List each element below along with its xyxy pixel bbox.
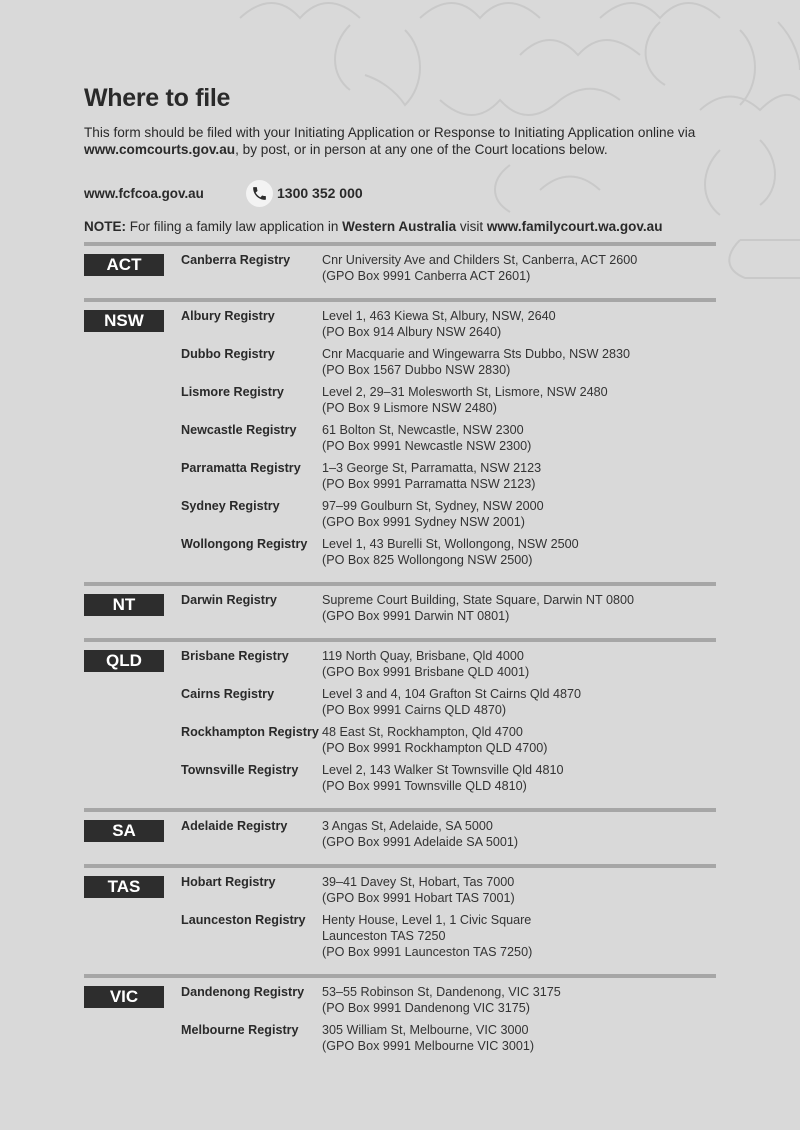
address-line: (PO Box 9991 Launceston TAS 7250) bbox=[322, 945, 533, 959]
phone-icon bbox=[246, 180, 273, 207]
registry-row bbox=[181, 308, 716, 340]
address-line: (PO Box 9991 Dandenong VIC 3175) bbox=[322, 1001, 530, 1015]
registry-row bbox=[181, 384, 716, 416]
intro-text-after: , by post, or in person at any one of the Court locations below. bbox=[235, 142, 608, 157]
registry-name: Melbourne Registry bbox=[181, 1023, 299, 1037]
address-line: Cnr University Ave and Childers St, Canberra, ACT 2600 bbox=[322, 253, 638, 267]
registry-address bbox=[322, 592, 634, 624]
region-section-qld bbox=[84, 638, 716, 808]
address-line: 39–41 Davey St, Hobart, Tas 7000 bbox=[322, 875, 515, 889]
registry-row bbox=[181, 686, 716, 718]
registry-address bbox=[322, 536, 579, 568]
address-line: 97–99 Goulburn St, Sydney, NSW 2000 bbox=[322, 499, 544, 513]
registry-row bbox=[181, 912, 716, 960]
registry-row bbox=[181, 498, 716, 530]
address-line: Henty House, Level 1, 1 Civic Square bbox=[322, 913, 532, 927]
address-line: 3 Angas St, Adelaide, SA 5000 bbox=[322, 819, 493, 833]
region-section-sa bbox=[84, 808, 716, 864]
registry-address bbox=[322, 498, 544, 530]
registry-row bbox=[181, 1022, 716, 1054]
registry-name: Albury Registry bbox=[181, 309, 275, 323]
registry-address bbox=[322, 346, 630, 378]
address-line: Level 3 and 4, 104 Grafton St Cairns Qld 4870 bbox=[322, 687, 582, 701]
address-line: 119 North Quay, Brisbane, Qld 4000 bbox=[322, 649, 524, 663]
registry-address bbox=[322, 252, 637, 284]
registry-address bbox=[322, 874, 515, 906]
registry-row bbox=[181, 874, 716, 906]
registry-name: Dubbo Registry bbox=[181, 347, 275, 361]
note-text-visit: visit bbox=[456, 219, 487, 234]
address-line: (PO Box 825 Wollongong NSW 2500) bbox=[322, 553, 533, 567]
registry-name: Canberra Registry bbox=[181, 253, 291, 267]
registry-row bbox=[181, 724, 716, 756]
region-section-vic bbox=[84, 974, 716, 1068]
registry-name: Darwin Registry bbox=[181, 593, 277, 607]
registry-address bbox=[322, 384, 608, 416]
registry-row bbox=[181, 984, 716, 1016]
registry-address bbox=[322, 686, 581, 718]
registry-row bbox=[181, 648, 716, 680]
registry-name: Rockhampton Registry bbox=[181, 725, 319, 739]
address-line: (PO Box 9 Lismore NSW 2480) bbox=[322, 401, 497, 415]
address-line: Level 2, 143 Walker St Townsville Qld 4810 bbox=[322, 763, 564, 777]
state-badge: TAS bbox=[84, 876, 164, 898]
registry-name: Cairns Registry bbox=[181, 687, 275, 701]
state-badge: SA bbox=[84, 820, 164, 842]
phone-number[interactable]: 1300 352 000 bbox=[277, 185, 363, 201]
address-line: (GPO Box 9991 Adelaide SA 5001) bbox=[322, 835, 519, 849]
contact-row bbox=[84, 180, 724, 208]
registry-address bbox=[322, 762, 564, 794]
registry-row bbox=[181, 346, 716, 378]
intro-text-before: This form should be filed with your Initiating Application or Response to Initiating Application online via bbox=[84, 125, 696, 140]
address-line: (PO Box 9991 Rockhampton QLD 4700) bbox=[322, 741, 548, 755]
region-section-nsw bbox=[84, 298, 716, 582]
registry-address bbox=[322, 460, 541, 492]
registry-row bbox=[181, 762, 716, 794]
registry-row bbox=[181, 536, 716, 568]
address-line: (PO Box 9991 Parramatta NSW 2123) bbox=[322, 477, 536, 491]
address-line: (PO Box 9991 Cairns QLD 4870) bbox=[322, 703, 507, 717]
note-text: For filing a family law application in bbox=[126, 219, 343, 234]
address-line: Supreme Court Building, State Square, Darwin NT 0800 bbox=[322, 593, 634, 607]
registry-name: Newcastle Registry bbox=[181, 423, 297, 437]
website-link[interactable]: www.fcfcoa.gov.au bbox=[84, 186, 204, 201]
address-line: Launceston TAS 7250 bbox=[322, 929, 446, 943]
state-badge: ACT bbox=[84, 254, 164, 276]
address-line: 1–3 George St, Parramatta, NSW 2123 bbox=[322, 461, 542, 475]
registry-address bbox=[322, 818, 518, 850]
registry-name: Launceston Registry bbox=[181, 913, 306, 927]
address-line: 48 East St, Rockhampton, Qld 4700 bbox=[322, 725, 523, 739]
address-line: (PO Box 9991 Newcastle NSW 2300) bbox=[322, 439, 532, 453]
region-section-act bbox=[84, 242, 716, 298]
address-line: 53–55 Robinson St, Dandenong, VIC 3175 bbox=[322, 985, 561, 999]
registry-name: Dandenong Registry bbox=[181, 985, 305, 999]
address-line: (GPO Box 9991 Darwin NT 0801) bbox=[322, 609, 510, 623]
registry-address bbox=[322, 422, 531, 454]
registry-address bbox=[322, 648, 529, 680]
registry-row bbox=[181, 592, 716, 624]
registry-row bbox=[181, 818, 716, 850]
registry-name: Adelaide Registry bbox=[181, 819, 288, 833]
registry-row bbox=[181, 252, 716, 284]
state-badge: NSW bbox=[84, 310, 164, 332]
registry-name: Townsville Registry bbox=[181, 763, 299, 777]
region-section-tas bbox=[84, 864, 716, 974]
address-line: (GPO Box 9991 Canberra ACT 2601) bbox=[322, 269, 531, 283]
address-line: Level 1, 463 Kiewa St, Albury, NSW, 2640 bbox=[322, 309, 556, 323]
address-line: 61 Bolton St, Newcastle, NSW 2300 bbox=[322, 423, 524, 437]
address-line: (GPO Box 9991 Sydney NSW 2001) bbox=[322, 515, 525, 529]
comcourts-link[interactable]: www.comcourts.gov.au bbox=[84, 142, 236, 157]
address-line: Cnr Macquarie and Wingewarra Sts Dubbo, NSW 2830 bbox=[322, 347, 630, 361]
registry-name: Parramatta Registry bbox=[181, 461, 301, 475]
registry-row bbox=[181, 460, 716, 492]
address-line: Level 2, 29–31 Molesworth St, Lismore, NSW 2480 bbox=[322, 385, 608, 399]
state-badge: QLD bbox=[84, 650, 164, 672]
address-line: (PO Box 1567 Dubbo NSW 2830) bbox=[322, 363, 511, 377]
registry-name: Wollongong Registry bbox=[181, 537, 308, 551]
registry-name: Sydney Registry bbox=[181, 499, 280, 513]
address-line: (GPO Box 9991 Brisbane QLD 4001) bbox=[322, 665, 530, 679]
registry-address bbox=[322, 912, 532, 960]
note-label: NOTE: bbox=[84, 219, 126, 234]
address-line: (GPO Box 9991 Hobart TAS 7001) bbox=[322, 891, 515, 905]
state-badge: NT bbox=[84, 594, 164, 616]
registry-address bbox=[322, 308, 556, 340]
wa-note bbox=[84, 219, 734, 234]
address-line: (GPO Box 9991 Melbourne VIC 3001) bbox=[322, 1039, 535, 1053]
registry-name: Brisbane Registry bbox=[181, 649, 289, 663]
intro-paragraph bbox=[84, 124, 724, 158]
registry-list bbox=[84, 242, 716, 1068]
familycourt-wa-link[interactable]: www.familycourt.wa.gov.au bbox=[486, 219, 663, 234]
registry-name: Lismore Registry bbox=[181, 385, 284, 399]
registry-address bbox=[322, 724, 547, 756]
registry-name: Hobart Registry bbox=[181, 875, 276, 889]
address-line: Level 1, 43 Burelli St, Wollongong, NSW 2500 bbox=[322, 537, 579, 551]
registry-row bbox=[181, 422, 716, 454]
state-badge: VIC bbox=[84, 986, 164, 1008]
address-line: (PO Box 914 Albury NSW 2640) bbox=[322, 325, 502, 339]
registry-address bbox=[322, 1022, 534, 1054]
address-line: 305 William St, Melbourne, VIC 3000 bbox=[322, 1023, 529, 1037]
page-title: Where to file bbox=[84, 84, 231, 112]
region-section-nt bbox=[84, 582, 716, 638]
registry-address bbox=[322, 984, 561, 1016]
address-line: (PO Box 9991 Townsville QLD 4810) bbox=[322, 779, 527, 793]
note-state: Western Australia bbox=[342, 219, 457, 234]
